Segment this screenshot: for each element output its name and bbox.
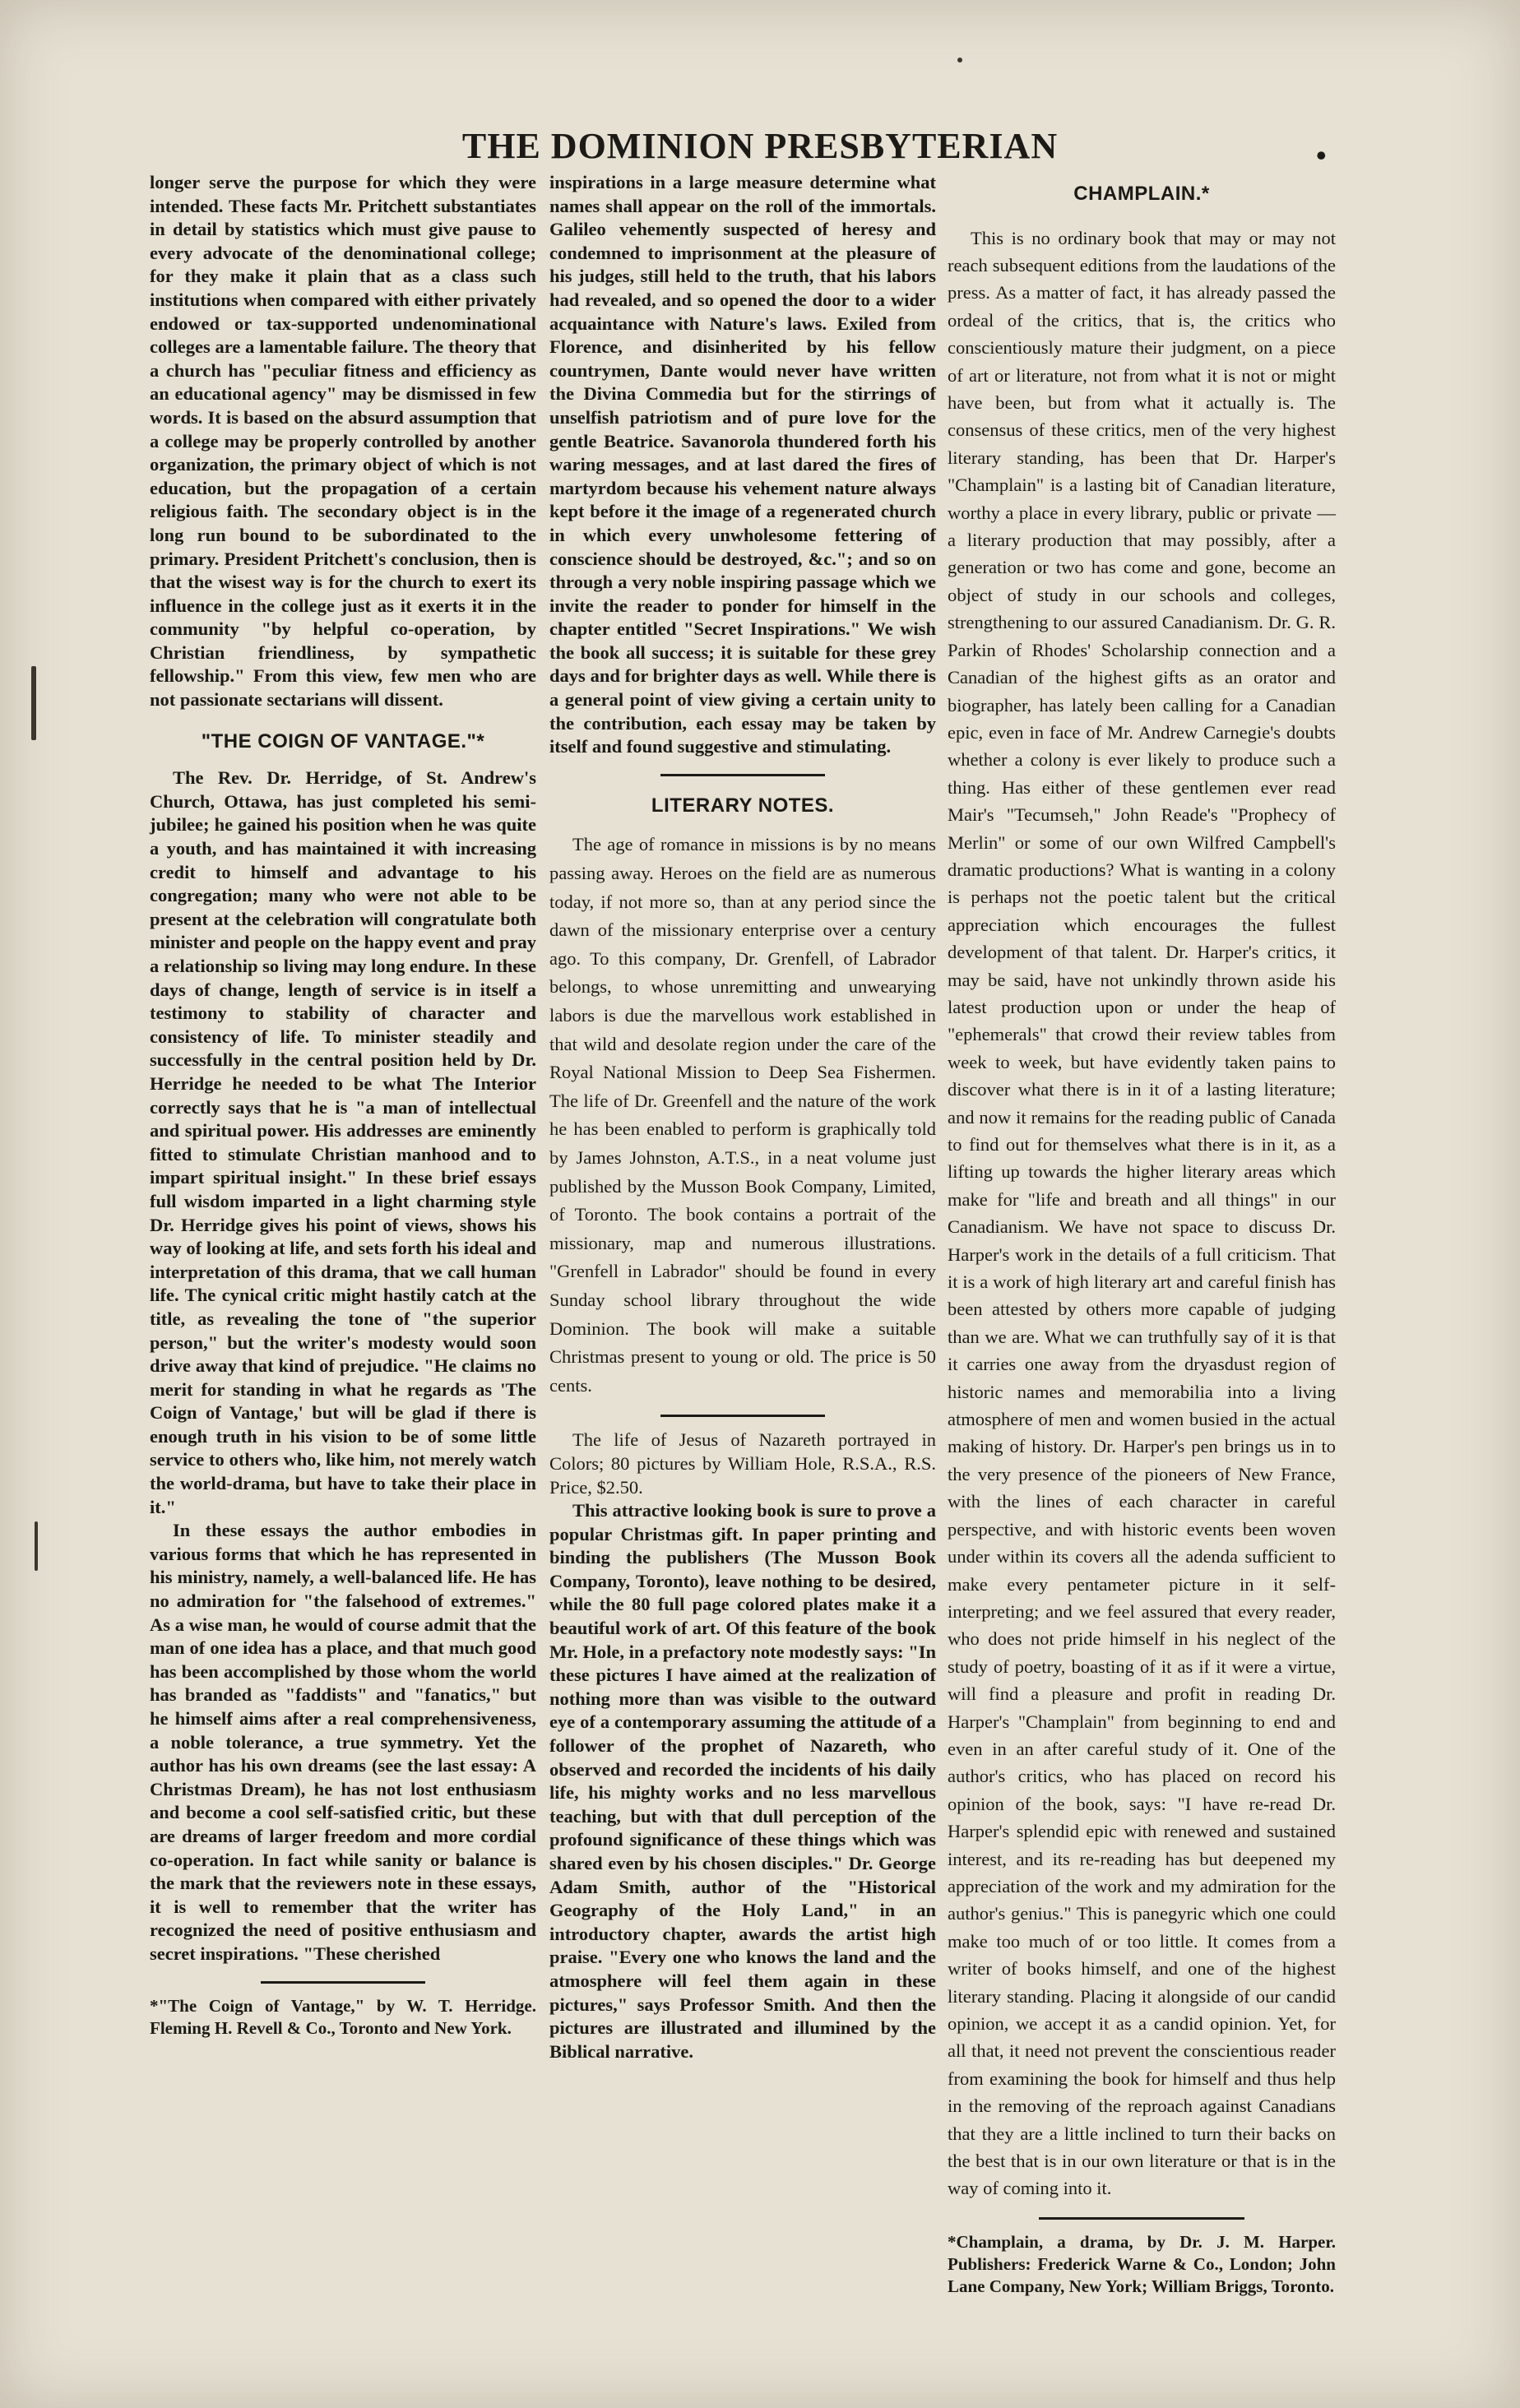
- column-left: [150, 171, 536, 2040]
- champlain-footnote-rule: [1039, 2217, 1244, 2220]
- jesus-book-review: This attractive looking book is sure to prove a popular Christmas gift. In paper printing and binding the publishers (The Musson Book Company, Toronto), leave nothing to be desired, while the 80 full page colored plates make it a beautiful work of art. Of this feature of the book Mr. Hole, in a prefactory note modestly says: "In these pictures I have aimed at the realization of nothing more than was visible to the outward eye of a contemporary assuming the attitude of a follower of the prophet of Nazareth, who observed and recorded the incidents of his daily life, his mighty works and no less marvellous teaching, but with that dull perception of the profound significance of these things which was shared even by his chosen disciples." Dr. George Adam Smith, author of the "Historical Geography of the Holy Land," in an introductory chapter, awards the artist high praise. "Every one who knows the land and the atmosphere will feel them again in these pictures," says Professor Smith. And then the pictures are illustrated and illumined by the Biblical narrative.: [549, 1500, 936, 2062]
- champlain-review: This is no ordinary book that may or may not reach subsequent editions from the laudations of the press. As a matter of fact, it has already passed the ordeal of the critics, that is, the critics who conscientiously mature their judgment, on a piece of art or literature, not from what it is not or might have been, but from what it actually is. The consensus of these critics, men of the very highest literary standing, has been that Dr. Harper's "Champlain" is a lasting bit of Canadian literature, worthy a place in every library, public or private —a literary production that may possibly, after a generation or two has come and gone, become an object of study in our schools and colleges, strengthening to our assured Canadianism. Dr. G. R. Parkin of Rhodes' Scholarship connection and a Canadian of the highest gifts as an orator and biographer, has lately been calling for a Canadian epic, even in face of Mr. Andrew Carnegie's doubts whether a colony is ever likely to produce such a thing. Has either of these gentlemen ever read Mair's "Tecumseh," John Reade's "Prophecy of Merlin" or some of our own Wilfred Campbell's dramatic productions? What is wanting in a colony is perhaps not the poetic talent but the critical appreciation which encourages the fullest development of that talent. Dr. Harper's critics, it may be said, have not unkindly thrown aside his latest production upon or under the heap of "ephemerals" that crowd their review tables from week to week, but have evidently taken pains to discover what there is in it of a lasting literature; and now it remains for the reading public of Canada to find out for themselves what there is in it, as a lifting up towards the higher literary areas which make for "life and breath and all things" in our Canadianism. We have not space to discuss Dr. Harper's work in the details of a full criticism. That it is a work of high literary art and careful finish has been attested by others more capable of judging than we are. What we can truthfully say of it is that it carries one away from the dryasdust region of historic names and memorabilia into a living atmosphere of men and women busied in the actual making of history. Dr. Harper's pen brings us in to the very presence of the pioneers of New France, with the lines of each character in careful perspective, and with historic events been woven under within its covers all the adenda sufficient to make every pentameter picture in it self-interpreting; and we feel assured that every reader, who does not pride himself in his neglect of the study of poetry, boasting of it as if it were a virtue, will find a pleasure and profit in reading Dr. Harper's "Champlain" from beginning to end and even in an after careful study of it. One of the author's critics, who has placed on record his opinion of the book, says: "I have re-read Dr. Harper's splendid epic with renewed and sustained interest, and its re-reading has but deepened my appreciation of the work and my admiration for the author's genius." This is panegyric which one could make too much of or too little. It comes from a writer of books himself, and one of the highest literary standing. Placing it alongside of our candid opinion, we accept it as a candid opinion. Yet, for all that, it need not prevent the conscientious reader from examining the book for himself and thus help in the removing of the reproach against Canadians that they are a little inclined to turn their backs on the best that is in our own literature or that is in the way of coming into it.: [948, 227, 1336, 2199]
- champlain-heading: CHAMPLAIN.*: [1073, 183, 1210, 205]
- scan-artifact: [35, 1521, 38, 1571]
- coign-paragraph-1: The Rev. Dr. Herridge, of St. Andrew's Church, Ottawa, has just completed his semi-jubilee; he gained his position when he was quite a youth, and has maintained it with increasing credit to himself and advantage to his congregation; many who were not able to be present at the celebration will congratulate both minister and people on the happy event and pray a relationship so living may long endure. In these days of change, length of service is in itself a testimony to stability of character and consistency of life. To minister steadily and successfully in the central position held by Dr. Herridge he needed to be what The Interior correctly says that he is "a man of intellectual and spiritual power. His addresses are eminently fitted to stimulate Christian manhood and to impart spiritual insight." In these brief essays full wisdom imparted in a light charming style Dr. Herridge gives his point of views, shows his way of looking at life, and sets forth his ideal and interpretation of this drama, that we call human life. The cynical critic might hastily catch at the title, as revealing the tone of "the superior person," but the writer's modesty would soon drive away that kind of prejudice. "He claims no merit for standing in what he regards as 'The Coign of Vantage,' but will be glad if there is enough truth in his vision to be of some little service to others who, like him, not merely watch the world-drama, but have to take their place in it.": [150, 767, 536, 1517]
- coign-continuation-paragraph: inspirations in a large measure determine what names shall appear on the roll of the immortals. Galileo vehemently suspected of heresy and condemned to imprisonment at the pleasure of his judges, still held to the truth, that his labors had revealed, and so opened the door to a wider acquaintance with Nature's laws. Exiled from Florence, and disinherited by his fellow countrymen, Dante would never have written the Divina Commedia but for the stirrings of unselfish patriotism and of pure love for the gentle Beatrice. Savanorola thundered forth his waring messages, and at last dared the fires of martyrdom because his vehement nature always kept before it the image of a regenerated church in which every unwholesome fettering of conscience should be destroyed, &c."; and so on through a very noble inspiring passage which we invite the reader to ponder for himself in the chapter entitled "Secret Inspirations." We wish the book all success; it is suitable for these grey days and for brighter days as well. While there is a general point of view giving a certain unity to the contribution, each essay may be taken by itself and found suggestive and stimulating.: [549, 172, 936, 757]
- scan-artifact: [31, 666, 36, 740]
- footnote-rule: [261, 1981, 425, 1984]
- coign-footnote: *"The Coign of Vantage," by W. T. Herridge. Fleming H. Revell & Co., Toronto and New York.: [150, 1995, 536, 2038]
- coign-heading: "THE COIGN OF VANTAGE."*: [201, 729, 485, 752]
- article-continuation-paragraph: longer serve the purpose for which they were intended. These facts Mr. Pritchett substantiates in detail by statistics which must give pause to every advocate of the denominational college; for they make it plain that as a class such institutions when compared with either privately endowed or tax-supported undenominational colleges are a lamentable failure. The theory that a church has "peculiar fitness and efficiency as an educational agency" may be dismissed in few words. It is based on the absurd assumption that a college may be properly controlled by another organization, the primary object of which is not education, but the propagation of a certain religious faith. The secondary object is in the long run bound to be subordinated to the primary. President Pritchett's conclusion, then is that the wisest way is for the church to exert its influence in the college just as it exerts it in the community "by helpful co-operation, by Christian friendliness, by sympathetic fellowship." From this view, few men who are not passionate sectarians will dissent.: [150, 172, 536, 711]
- section-rule: [660, 774, 825, 776]
- scan-artifact: [957, 58, 962, 63]
- champlain-footnote: *Champlain, a drama, by Dr. J. M. Harper. Publishers: Frederick Warne & Co., London; John Lane Company, New York; William Briggs, Toronto.: [948, 2231, 1336, 2296]
- grenfell-paragraph: The age of romance in missions is by no means passing away. Heroes on the field are as numerous today, if not more so, than at any period since the dawn of the missionary enterprise over a century ago. To this company, Dr. Grenfell, of Labrador belongs, to whose unremitting and unwearying labors is due the marvellous work established in that wild and desolate region under the care of the Royal National Mission to Deep Sea Fishermen. The life of Dr. Greenfell and the nature of the work he has been enabled to perform is graphically told by James Johnston, A.T.S., in a neat volume just published by the Musson Book Company, Limited, of Toronto. The book contains a portrait of the missionary, map and numerous illustrations. "Grenfell in Labrador" should be found in every Sunday school library throughout the wide Dominion. The book will make a suitable Christmas present to young or old. The price is 50 cents.: [549, 834, 936, 1396]
- column-middle: [549, 171, 936, 2063]
- jesus-book-title: The life of Jesus of Nazareth portrayed in Colors; 80 pictures by William Hole, R.S.A., R.S. Price, $2.50.: [549, 1429, 936, 1498]
- coign-paragraph-2: In these essays the author embodies in various forms that which he has represented in his ministry, namely, a well-balanced life. He has no admiration for "the falsehood of extremes." As a wise man, he would of course admit that the man of one idea has a place, and that much good has been accomplished by those whom the world has branded as "faddists" and "fanatics," but he himself aims after a real comprehensiveness, a noble tolerance, a true symmetry. Yet the author has his own dreams (see the last essay: A Christmas Dream), he has not lost enthusiasm and become a cool self-satisfied critic, but these are dreams of larger freedom and more cordial co-operation. In fact while sanity or balance is the mark that the reviewers note in these essays, it is well to remember that the writer has recognized the need of positive enthusiasm and secret inspirations. "These cherished: [150, 1520, 536, 1964]
- column-right: [948, 171, 1336, 2298]
- masthead-title: THE DOMINION PRESBYTERIAN: [461, 126, 1059, 166]
- notes-rule: [660, 1415, 825, 1417]
- page-folio-mark: •: [1316, 139, 1327, 172]
- literary-notes-heading: LITERARY NOTES.: [651, 794, 835, 817]
